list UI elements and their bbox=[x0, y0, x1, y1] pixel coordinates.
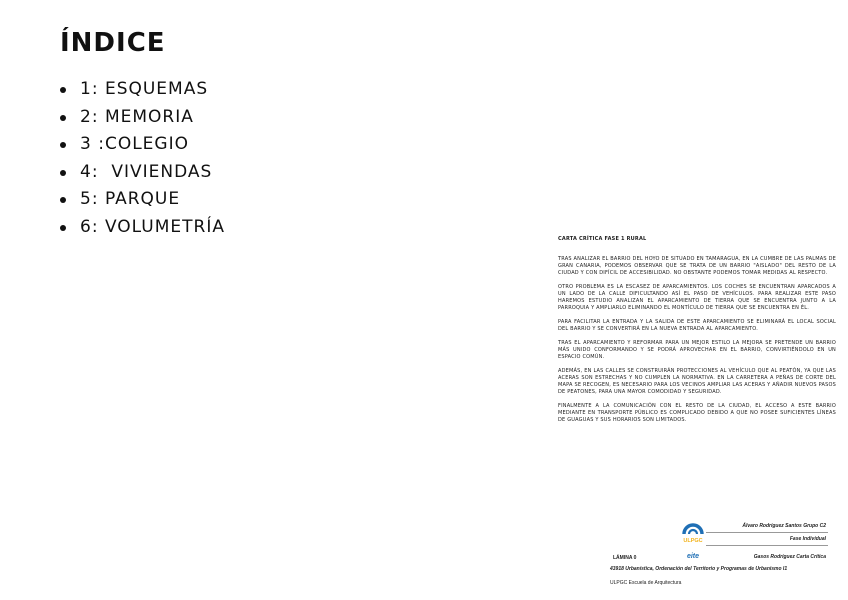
phase: Fase Individual bbox=[789, 536, 826, 542]
index-item-parque: 5: PARQUE bbox=[60, 186, 225, 214]
memoria-paragraph: TRAS EL APARCAMIENTO Y REFORMAR PARA UN MEJOR ESTILO LA MEJORA SE PRETENDE UN BARRIO MÁS UNIDO CONFORMANDO Y SE PODRÁ APROVECHAR EN EL BARRIO, CONVIRTIÉNDOLO EN UN ESPACIO COMÚN. bbox=[558, 340, 836, 360]
eite-logo-text: eite bbox=[686, 553, 700, 560]
school: ULPGC Escuela de Arquitectura bbox=[610, 580, 682, 586]
index-list bbox=[60, 76, 225, 241]
title-block bbox=[610, 514, 828, 594]
ulpgc-logo-text: ULPGC bbox=[683, 538, 703, 544]
memoria-paragraph: PARA FACILITAR LA ENTRADA Y LA SALIDA DE ESTE APARCAMIENTO SE ELIMINARÁ EL LOCAL SOCIAL DEL BARRIO Y SE CONVERTIRÁ EN LA NUEVA ENTRADA AL APARCAMIENTO. bbox=[558, 319, 836, 332]
memoria-paragraph: OTRO PROBLEMA ES LA ESCASEZ DE APARCAMIENTOS. LOS COCHES SE ENCUENTRAN APARCADOS A UN LADO DE LA CALLE DIFICULTANDO ASÍ EL PASO DE VEHÍCULOS. PARA REALIZAR ESTE PASO HAREMOS ESTUDIO ANALIZAN EL APARCAMIENTO DE TIERRA QUE SE ENCUENTRA JUNTO A LA PARROQUIA Y AMPLIARLO ELIMINANDO EL MONTÍCULO DE TIERRA QUE SE ENCUENTRA EN ÉL. bbox=[558, 284, 836, 311]
memoria-heading: CARTA CRÍTICA FASE 1 RURAL bbox=[558, 236, 647, 242]
ulpgc-logo-icon bbox=[680, 516, 706, 544]
divider bbox=[706, 545, 828, 546]
memoria-text bbox=[558, 236, 836, 431]
memoria-paragraph: FINALMENTE A LA COMUNICACIÓN CON EL RESTO DE LA CIUDAD, EL ACCESO A ESTE BARRIO MEDIANTE EN TRANSPORTE PÚBLICO ES COMPLICADO DEBIDO A QUE NO POSEE SUFICIENTES LÍNEAS DE GUAGUAS Y SUS HORARIOS SON LIMITADOS. bbox=[558, 403, 836, 423]
index-item-esquemas: 1: ESQUEMAS bbox=[60, 76, 225, 104]
index-item-colegio: 3 :COLEGIO bbox=[60, 131, 225, 159]
authors: Álvaro Rodríguez Santos Grupo C2 bbox=[742, 523, 826, 529]
subject: 43918 Urbanística, Ordenación del Territorio y Programas de Urbanismo I1 bbox=[610, 566, 788, 572]
divider bbox=[706, 532, 828, 533]
memoria-paragraph: ADEMÁS, EN LAS CALLES SE CONSTRUIRÁN PROTECCIONES AL VEHÍCULO QUE AL PEATÓN, YA QUE LAS ACERAS SON ESTRECHAS Y NO CUMPLEN LA NORMATIVA. EN LA CARRETERA A PEÑAS DE CORTE DEL MAPA SE RECOGEN, ES NECESARIO PARA LOS VECINOS AMPLIAR LAS ACERAS Y AÑADIR NUEVOS PASOS DE PEATONES, PARA UNA MAYOR COMODIDAD Y SEGURIDAD. bbox=[558, 368, 836, 395]
topic: Gasos Rodríguez Carta Crítica bbox=[753, 554, 826, 560]
memoria-paragraph: TRAS ANALIZAR EL BARRIO DEL HOYO DE SITUADO EN TAMARAGUA, EN LA CUMBRE DE LAS PALMAS DE GRAN CANARIA, PODEMOS OBSERVAR QUE SE TRATA DE UN BARRIO "AISLADO" DEL RESTO DE LA CIUDAD Y CON DIFÍCIL DE ACCESIBILIDAD. NO OBSTANTE PODEMOS TOMAR MEDIDAS AL RESPECTO. bbox=[558, 256, 836, 276]
index-item-volumetria: 6: VOLUMETRÍA bbox=[60, 214, 225, 242]
index-item-viviendas: 4: VIVIENDAS bbox=[60, 159, 225, 187]
index-item-memoria: 2: MEMORIA bbox=[60, 104, 225, 132]
lamina-label: LÁMINA 0 bbox=[613, 555, 637, 561]
eite-logo-icon bbox=[680, 551, 706, 560]
index-title: ÍNDICE bbox=[60, 28, 166, 58]
